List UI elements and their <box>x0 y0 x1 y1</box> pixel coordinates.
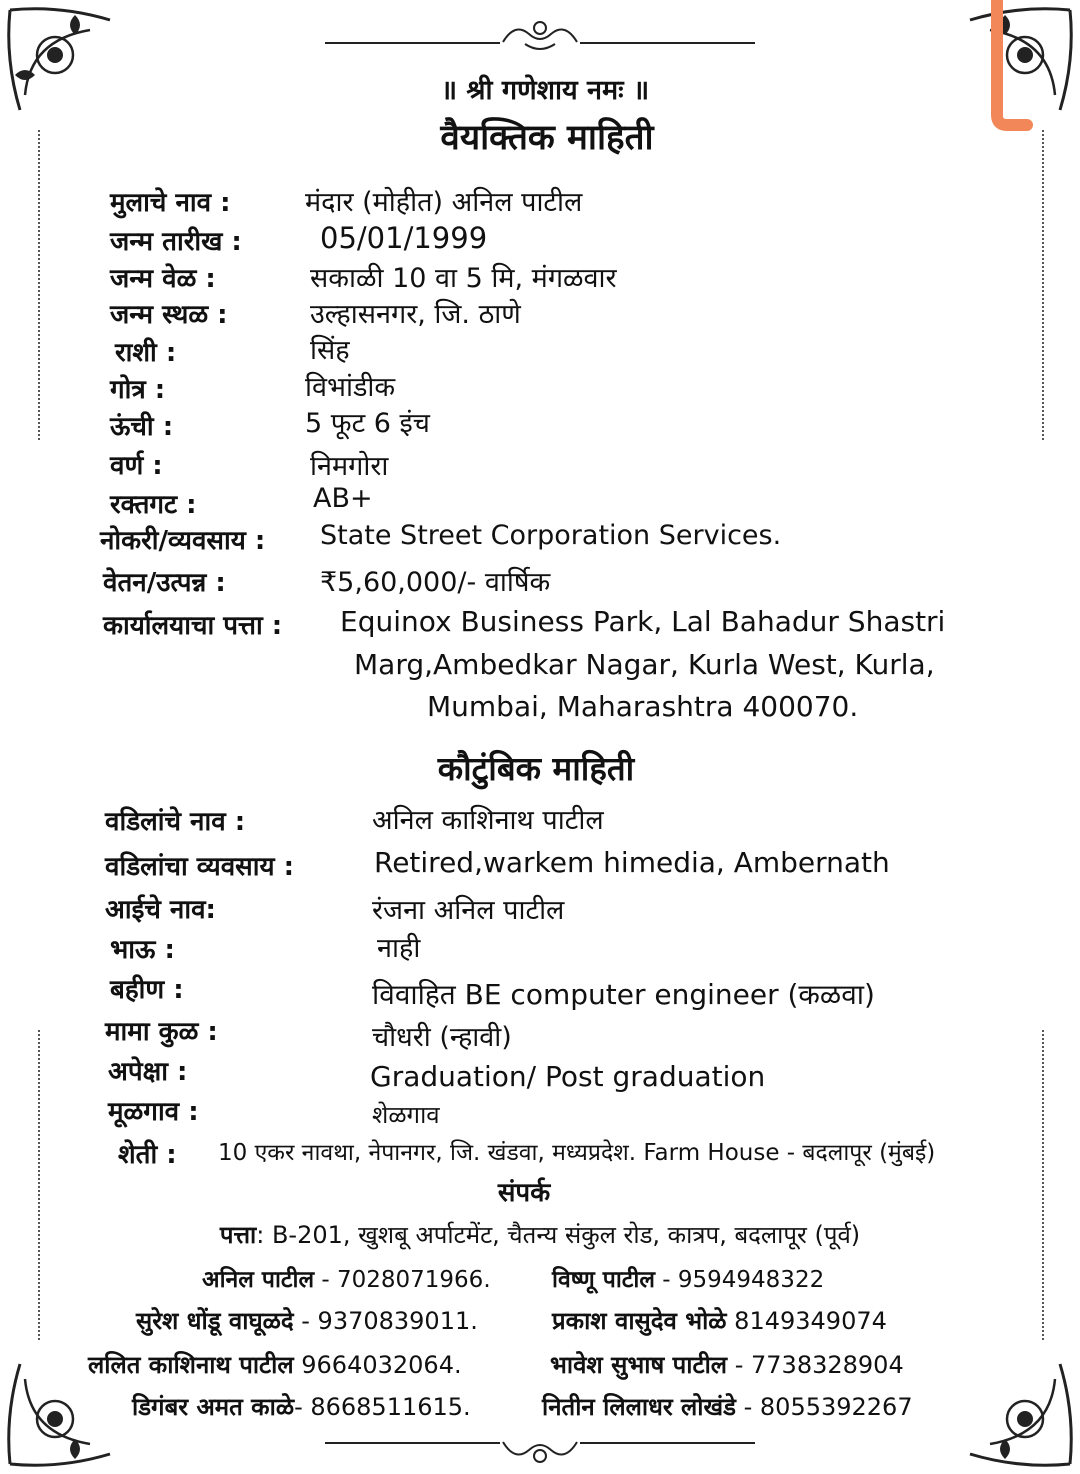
value-rashi: सिंह <box>310 335 350 366</box>
left-border-top <box>38 130 40 440</box>
value-native-village: शेळगाव <box>372 1101 440 1129</box>
value-brother: नाही <box>377 933 421 964</box>
label-maternal-clan: मामा कुळ : <box>105 1017 218 1047</box>
family-info-heading: कौटुंबिक माहिती <box>437 749 635 788</box>
label-complexion: वर्ण : <box>110 451 163 481</box>
contact-person-4: प्रकाश वासुदेव भोळे 8149349074 <box>552 1307 887 1335</box>
label-blood-group: रक्तगट : <box>110 490 197 520</box>
contact-heading: संपर्क <box>497 1178 551 1208</box>
right-border-top <box>1042 130 1044 440</box>
value-birth-date: 05/01/1999 <box>320 221 488 255</box>
value-sister: विवाहित BE computer engineer (कळवा) <box>372 978 875 1011</box>
value-birth-time: सकाळी 10 वा 5 मि, मंगळवार <box>310 263 617 294</box>
label-occupation: नोकरी/व्यवसाय : <box>100 526 266 556</box>
label-birth-place: जन्म स्थळ : <box>110 300 228 330</box>
label-office-address: कार्यालयाचा पत्ता : <box>103 611 283 641</box>
value-office-address-line3: Mumbai, Maharashtra 400070. <box>427 690 859 723</box>
top-divider-left <box>325 42 500 44</box>
label-mother-name: आईचे नाव: <box>105 895 216 925</box>
value-height: 5 फूट 6 इंच <box>305 408 430 439</box>
contact-person-6: भावेश सुभाष पाटील - 7738328904 <box>550 1351 904 1379</box>
value-maternal-clan: चौधरी (न्हावी) <box>372 1022 512 1053</box>
label-native-village: मूळगाव : <box>108 1097 199 1127</box>
personal-info-heading: वैयक्तिक माहिती <box>440 118 654 158</box>
bottom-center-ornament <box>495 1428 585 1468</box>
value-farm: 10 एकर नावथा, नेपानगर, जि. खंडवा, मध्यप्रदेश. Farm House - बदलापूर (मुंबई) <box>218 1140 936 1166</box>
label-name: मुलाचे नाव : <box>110 188 231 218</box>
contact-person-5: ललित काशिनाथ पाटील 9664032064. <box>88 1351 462 1379</box>
label-father-occupation: वडिलांचा व्यवसाय : <box>105 852 295 882</box>
contact-person-2: विष्णू पाटील - 9594948322 <box>552 1267 825 1293</box>
invocation-line: ॥ श्री गणेशाय नमः ॥ <box>440 75 650 106</box>
label-birth-date: जन्म तारीख : <box>110 227 242 257</box>
value-occupation: State Street Corporation Services. <box>320 520 782 551</box>
value-birth-place: उल्हासनगर, जि. ठाणे <box>310 299 521 330</box>
bottom-divider-right <box>580 1442 755 1444</box>
value-expectation: Graduation/ Post graduation <box>370 1060 766 1093</box>
label-brother: भाऊ : <box>110 935 175 965</box>
label-father-name: वडिलांचे नाव : <box>105 807 246 837</box>
contact-address-label: पत्ता <box>219 1221 257 1249</box>
label-sister: बहीण : <box>110 975 184 1005</box>
value-blood-group: AB+ <box>313 483 373 514</box>
label-height: ऊंची : <box>110 412 174 442</box>
value-complexion: निमगोरा <box>310 451 389 482</box>
contact-address-line <box>0 1218 1080 1251</box>
value-father-name: अनिल काशिनाथ पाटील <box>372 805 604 836</box>
value-income: ₹5,60,000/- वार्षिक <box>320 567 551 598</box>
contact-person-1: अनिल पाटील - 7028071966. <box>202 1267 491 1293</box>
contact-person-8: नितीन लिलाधर लोखंडे - 8055392267 <box>542 1393 913 1421</box>
bottom-divider-left <box>325 1442 500 1444</box>
value-father-occupation: Retired,warkem himedia, Ambernath <box>374 846 890 879</box>
value-office-address-line2: Marg,Ambedkar Nagar, Kurla West, Kurla, <box>354 648 935 681</box>
value-office-address-line1: Equinox Business Park, Lal Bahadur Shastri <box>340 605 946 638</box>
contact-person-7: डिगंबर अमत काळे- 8668511615. <box>132 1393 471 1421</box>
value-name: मंदार (मोहीत) अनिल पाटील <box>305 187 583 218</box>
label-rashi: राशी : <box>115 338 177 368</box>
value-gotra: विभांडीक <box>305 372 396 403</box>
contact-person-3: सुरेश धोंडू वाघूळदे - 9370839011. <box>136 1307 478 1335</box>
label-gotra: गोत्र : <box>110 375 166 405</box>
contact-address-value: : B-201, खुशबू अर्पाटमेंट, चैतन्य संकुल रोड, कात्रप, बदलापूर (पूर्व) <box>256 1221 861 1249</box>
label-farm: शेती : <box>118 1140 177 1170</box>
label-expectation: अपेक्षा : <box>108 1057 188 1087</box>
label-income: वेतन/उत्पन्न : <box>103 568 226 598</box>
label-birth-time: जन्म वेळ : <box>110 264 216 294</box>
top-divider-right <box>580 42 755 44</box>
top-center-ornament <box>495 14 585 54</box>
corner-ornament-top-left <box>0 0 130 130</box>
value-mother-name: रंजना अनिल पाटील <box>372 895 565 926</box>
corner-ornament-bottom-right <box>950 1344 1080 1474</box>
